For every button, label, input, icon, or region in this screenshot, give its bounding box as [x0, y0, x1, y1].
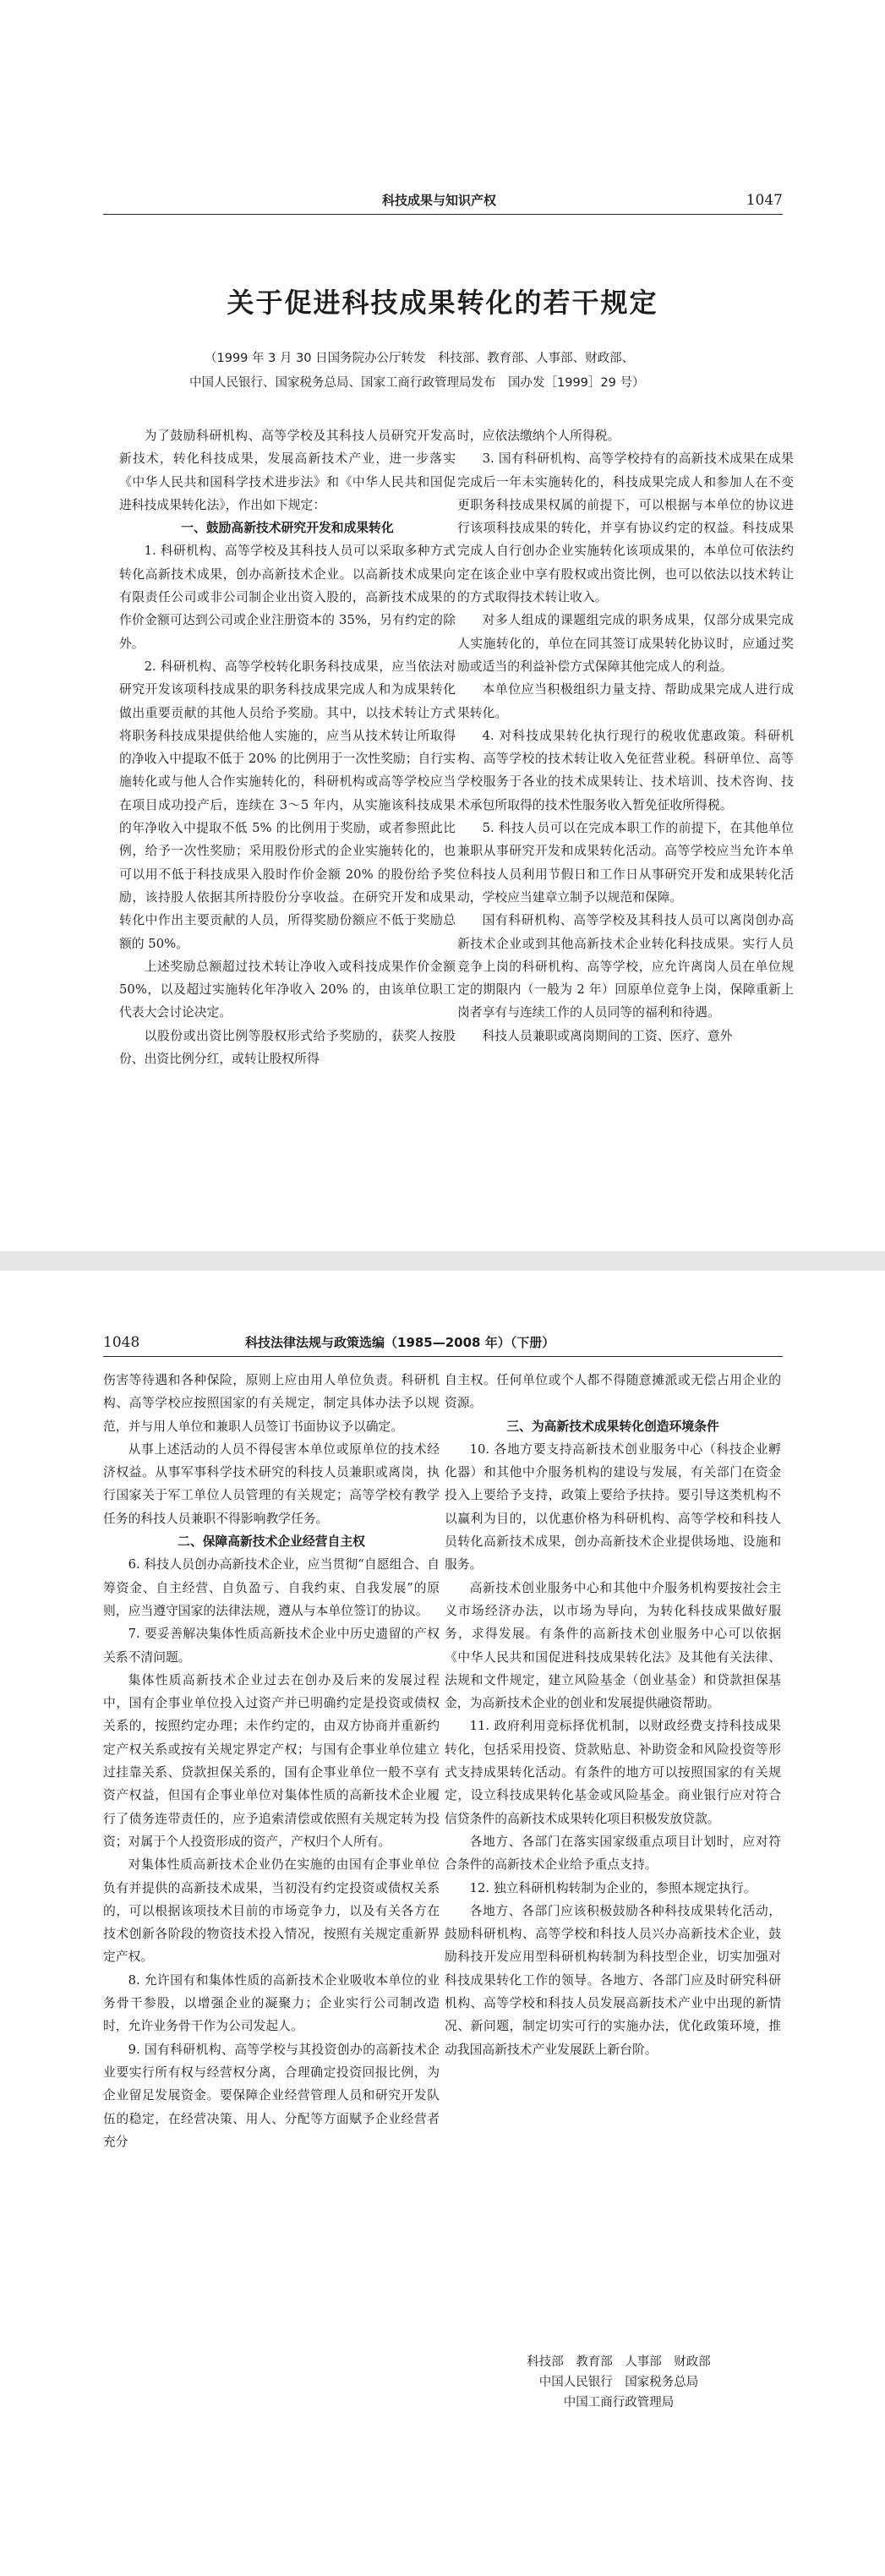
paragraph: 时，应依法缴纳个人所得税。 [457, 429, 620, 443]
paragraph: 对集体性质高新技术企业仍在实施的由国有企事业单位负有并提供的高新技术成果，当初没有约定投资或债权关系的，可以根据该项技术目前的市场竞争力，以及有关各方在技术创新各阶段的物资技术投入情况，按照有关规定重新界定产权。 [103, 1857, 440, 1965]
document-title: 关于促进科技成果转化的若干规定 [227, 287, 658, 319]
running-head: 科技成果与知识产权 [382, 193, 497, 208]
paragraph: 7. 要妥善解决集体性质高新技术企业中历史遗留的产权关系不清问题。 [103, 1627, 440, 1665]
right-column [445, 1369, 781, 2061]
paragraph: 国有科研机构、高等学校及其科技人员可以离岗创办高新技术企业或到其他高新技术企业转化科技成果。实行人员竞争上岗的科研机构、高等学校，应允许离岗人员在单位规定的期限内（一般为 2 年）回原单位竞争上岗，保障重新上岗者享有与连续工作的人员同等的福利和待遇。 [457, 913, 794, 1020]
paragraph: 8. 允许国有和集体性质的高新技术企业吸收本单位的业务骨干参股，以增强企业的凝聚力；企业实行公司制改造时，允许业务骨干作为公司发起人。 [103, 1972, 440, 2034]
document-page-1048 [0, 1271, 885, 2576]
left-column [119, 424, 456, 1070]
paragraph: 上述奖励总额超过技术转让净收入或科技成果作价金额 50%，以及超过实施转化年净收入 20% 的，由该单位职工代表大会讨论决定。 [119, 959, 456, 1020]
paragraph: 5. 科技人员可以在完成本职工作的前提下，在其他单位兼职从事研究开发和成果转化活动。高等学校应当允许本单位科技人员利用节假日和工作日从事研究开发和成果转化活动，学校应当建章立制予以规范和保障。 [457, 821, 794, 905]
signature-line-3: 中国工商行政管理局 [563, 2396, 675, 2409]
section-heading: 二、保障高新技术企业经营自主权 [178, 1534, 365, 1550]
paragraph: 集体性质高新技术企业过去在创办及后来的发展过程中，国有企事业单位投入过资产并已明确约定是投资或债权关系的，按照约定办理；未作约定的，由双方协商并重新约定产权关系或按有关规定界定产权；与国有企事业单位建立过挂靠关系、贷款担保关系的，国有企事业单位一般不享有资产权益，但国有企事业单位对集体性质的高新技术企业履行了债务连带责任的，应予追索清偿或依照有关规定转为投资；对属于个人投资形成的资产，产权归个人所有。 [103, 1672, 440, 1849]
section-heading: 三、为高新技术成果转化创造环境条件 [506, 1419, 719, 1434]
issuing-agencies [509, 2352, 729, 2413]
paragraph: 各地方、各部门在落实国家级重点项目计划时，应对符合条件的高新技术企业给予重点支持。 [445, 1834, 781, 1873]
page-gap [0, 1251, 885, 1271]
paragraph: 为了鼓励科研机构、高等学校及其科技人员研究开发高新技术，转化科技成果，发展高新技术产业，进一步落实《中华人民共和国科学技术进步法》和《中华人民共和国促进科技成果转化法》，作出如下规定： [119, 429, 456, 512]
paragraph: 11. 政府利用竞标择优机制，以财政经费支持科技成果转化，包括采用投资、贷款贴息、补助资金和风险投资等形式支持成果转化活动。有条件的地方可以按照国家的有关规定，设立科技成果转化基金或风险基金。商业银行应对符合信贷条件的高新技术成果转化项目积极发放贷款。 [445, 1719, 781, 1826]
paragraph: 6. 科技人员创办高新技术企业，应当贯彻“自愿组合、自筹资金、自主经营、自负盈亏、自我约束、自我发展”的原则，应当遵守国家的法律法规，遵从与本单位签订的协议。 [103, 1557, 440, 1618]
paragraph: 2. 科研机构、高等学校转化职务科技成果，应当依法对研究开发该项科技成果的职务科技成果完成人和为成果转化做出重要贡献的其他人员给予奖励。其中，以技术转让方式将职务科技成果提供给他人实施的，应当从技术转让所取得的净收入中提取不低于 20% 的比例用于一次性奖励；自行实施转化或与他人合作实施转化的，科研机构或高等学校应当在项目成功投产后，连续在 3～5 年内，从实施该科技成果的年净收入中提取不低 5% 的比例用于奖励，或者参照此比例，给予一次性奖励；采用股份形式的企业实施转化的，也可以用不低于科技成果入股时作价金额 20% 的股份给予奖励，该持股人依据其所持股份分享收益。在研究开发和成果转化中作出主要贡献的人员，所得奖励份额应不低于奖励总额的 50%。 [119, 659, 456, 951]
paragraph: 9. 国有科研机构、高等学校与其投资创办的高新技术企业要实行所有权与经营权分离，合理确定投资回报比例，为企业留足发展资金。要保障企业经营管理人员和研究开发队伍的稳定，在经营决策、用人、分配等方面赋予企业经营者充分 [103, 2042, 440, 2149]
page-header [103, 1331, 783, 1357]
paragraph: 以股份或出资比例等股权形式给予奖励的，获奖人按股份、出资比例分红，或转让股权所得 [119, 1028, 456, 1067]
paragraph: 本单位应当积极组织力量支持、帮助成果完成人进行成果转化。 [457, 682, 794, 720]
signature-line-2: 中国人民银行 国家税务总局 [538, 2376, 699, 2389]
running-head: 科技法律法规与政策选编（1985—2008 年）（下册） [245, 1335, 555, 1350]
paragraph: 4. 对科技成果转化执行现行的税收优惠政策。科研机构、高等学校的技术转让收入免征营业税。科研单位、高等学校服务于各业的技术成果转让、技术培训、技术咨询、技术承包所取得的技术性服务收入暂免征收所得税。 [457, 728, 794, 812]
issuance-line-2: 中国人民银行、国家税务总局、国家工商行政管理局发布 国办发［1999］29 号） [189, 376, 645, 390]
paragraph: 1. 科研机构、高等学校及其科技人员可以采取多种方式转化高新技术成果，创办高新技术企业。以高新技术成果向有限责任公司或非公司制企业出资入股的，高新技术成果的作价金额可达到公司或企业注册资本的 35%，另有约定的除外。 [119, 544, 456, 651]
section-heading: 一、鼓励高新技术研究开发和成果转化 [181, 521, 394, 536]
paragraph: 3. 国有科研机构、高等学校持有的高新技术成果在成果完成后一年未实施转化的，科技成果完成人和参加人在不变更职务科技成果权属的前提下，可以根据与本单位的协议进行该项科技成果的转化，并享有协议约定的权益。科技成果完成人自行创办企业实施转化该项成果的，本单位可依法约定在该企业中享有股权或出资比例，也可以依法以技术转让的方式取得技术转让收入。 [457, 451, 794, 605]
paragraph: 伤害等待遇和各种保险，原则上应由用人单位负责。科研机构、高等学校应按照国家的有关规定，制定具体办法予以规范，并与用人单位和兼职人员签订书面协议予以确定。 [103, 1373, 440, 1434]
right-column [457, 424, 794, 1047]
paragraph: 自主权。任何单位或个人都不得随意摊派或无偿占用企业的资源。 [445, 1373, 781, 1411]
page-number: 1047 [746, 192, 783, 209]
paragraph: 12. 独立科研机构转制为企业的，参照本规定执行。 [469, 1880, 757, 1895]
paragraph: 从事上述活动的人员不得侵害本单位或原单位的技术经济权益。从事军事科学技术研究的科技人员兼职或离岗，执行国家关于军工单位人员管理的有关规定；高等学校有教学任务的科技人员兼职不得影响教学任务。 [103, 1441, 440, 1526]
paragraph: 高新技术创业服务中心和其他中介服务机构要按社会主义市场经济办法，以市场为导向，为转化科技成果做好服务，求得发展。有条件的高新技术创业服务中心可以依据《中华人民共和国促进科技成果转化法》及其他有关法律、法规和文件规定，建立风险基金（创业基金）和贷款担保基金，为高新技术企业的创业和发展提供融资帮助。 [445, 1580, 781, 1711]
paragraph: 各地方、各部门应该积极鼓励各种科技成果转化活动，鼓励科研机构、高等学校和科技人员兴办高新技术企业，鼓励科技开发应用型科研机构转制为科技型企业，切实加强对科技成果转化工作的领导。各地方、各部门应及时研究科研机构、高等学校和科技人员发展高新技术产业中出现的新情况、新问题，制定切实可行的实施办法，优化政策环境，推动我国高新技术产业发展跃上新台阶。 [445, 1903, 781, 2057]
page-header [103, 189, 783, 215]
document-page-1047 [0, 0, 885, 1251]
paragraph: 对多人组成的课题组完成的职务成果，仅部分成果完成人实施转化的，单位在同其签订成果转化协议时，应通过奖励或适当的利益补偿方式保障其他完成人的利益。 [457, 613, 794, 674]
left-column [103, 1369, 440, 2153]
issuance-line-1: （1999 年 3 月 30 日国务院办公厅转发 科技部、教育部、人事部、财政部、 [205, 352, 635, 365]
signature-line-1: 科技部 教育部 人事部 财政部 [527, 2355, 711, 2369]
paragraph: 10. 各地方要支持高新技术创业服务中心（科技企业孵化器）和其他中介服务机构的建设与发展，有关部门在资金投入上要给予支持，政策上要给予扶持。要引导这类机构不以赢利为目的，以优惠价格为科研机构、高等学校和科技人员转化高新技术成果，创办高新技术企业提供场地、设施和服务。 [445, 1441, 781, 1572]
paragraph: 科技人员兼职或离岗期间的工资、医疗、意外 [482, 1028, 733, 1043]
page-number: 1048 [103, 1334, 140, 1351]
issuance-info [189, 347, 730, 396]
